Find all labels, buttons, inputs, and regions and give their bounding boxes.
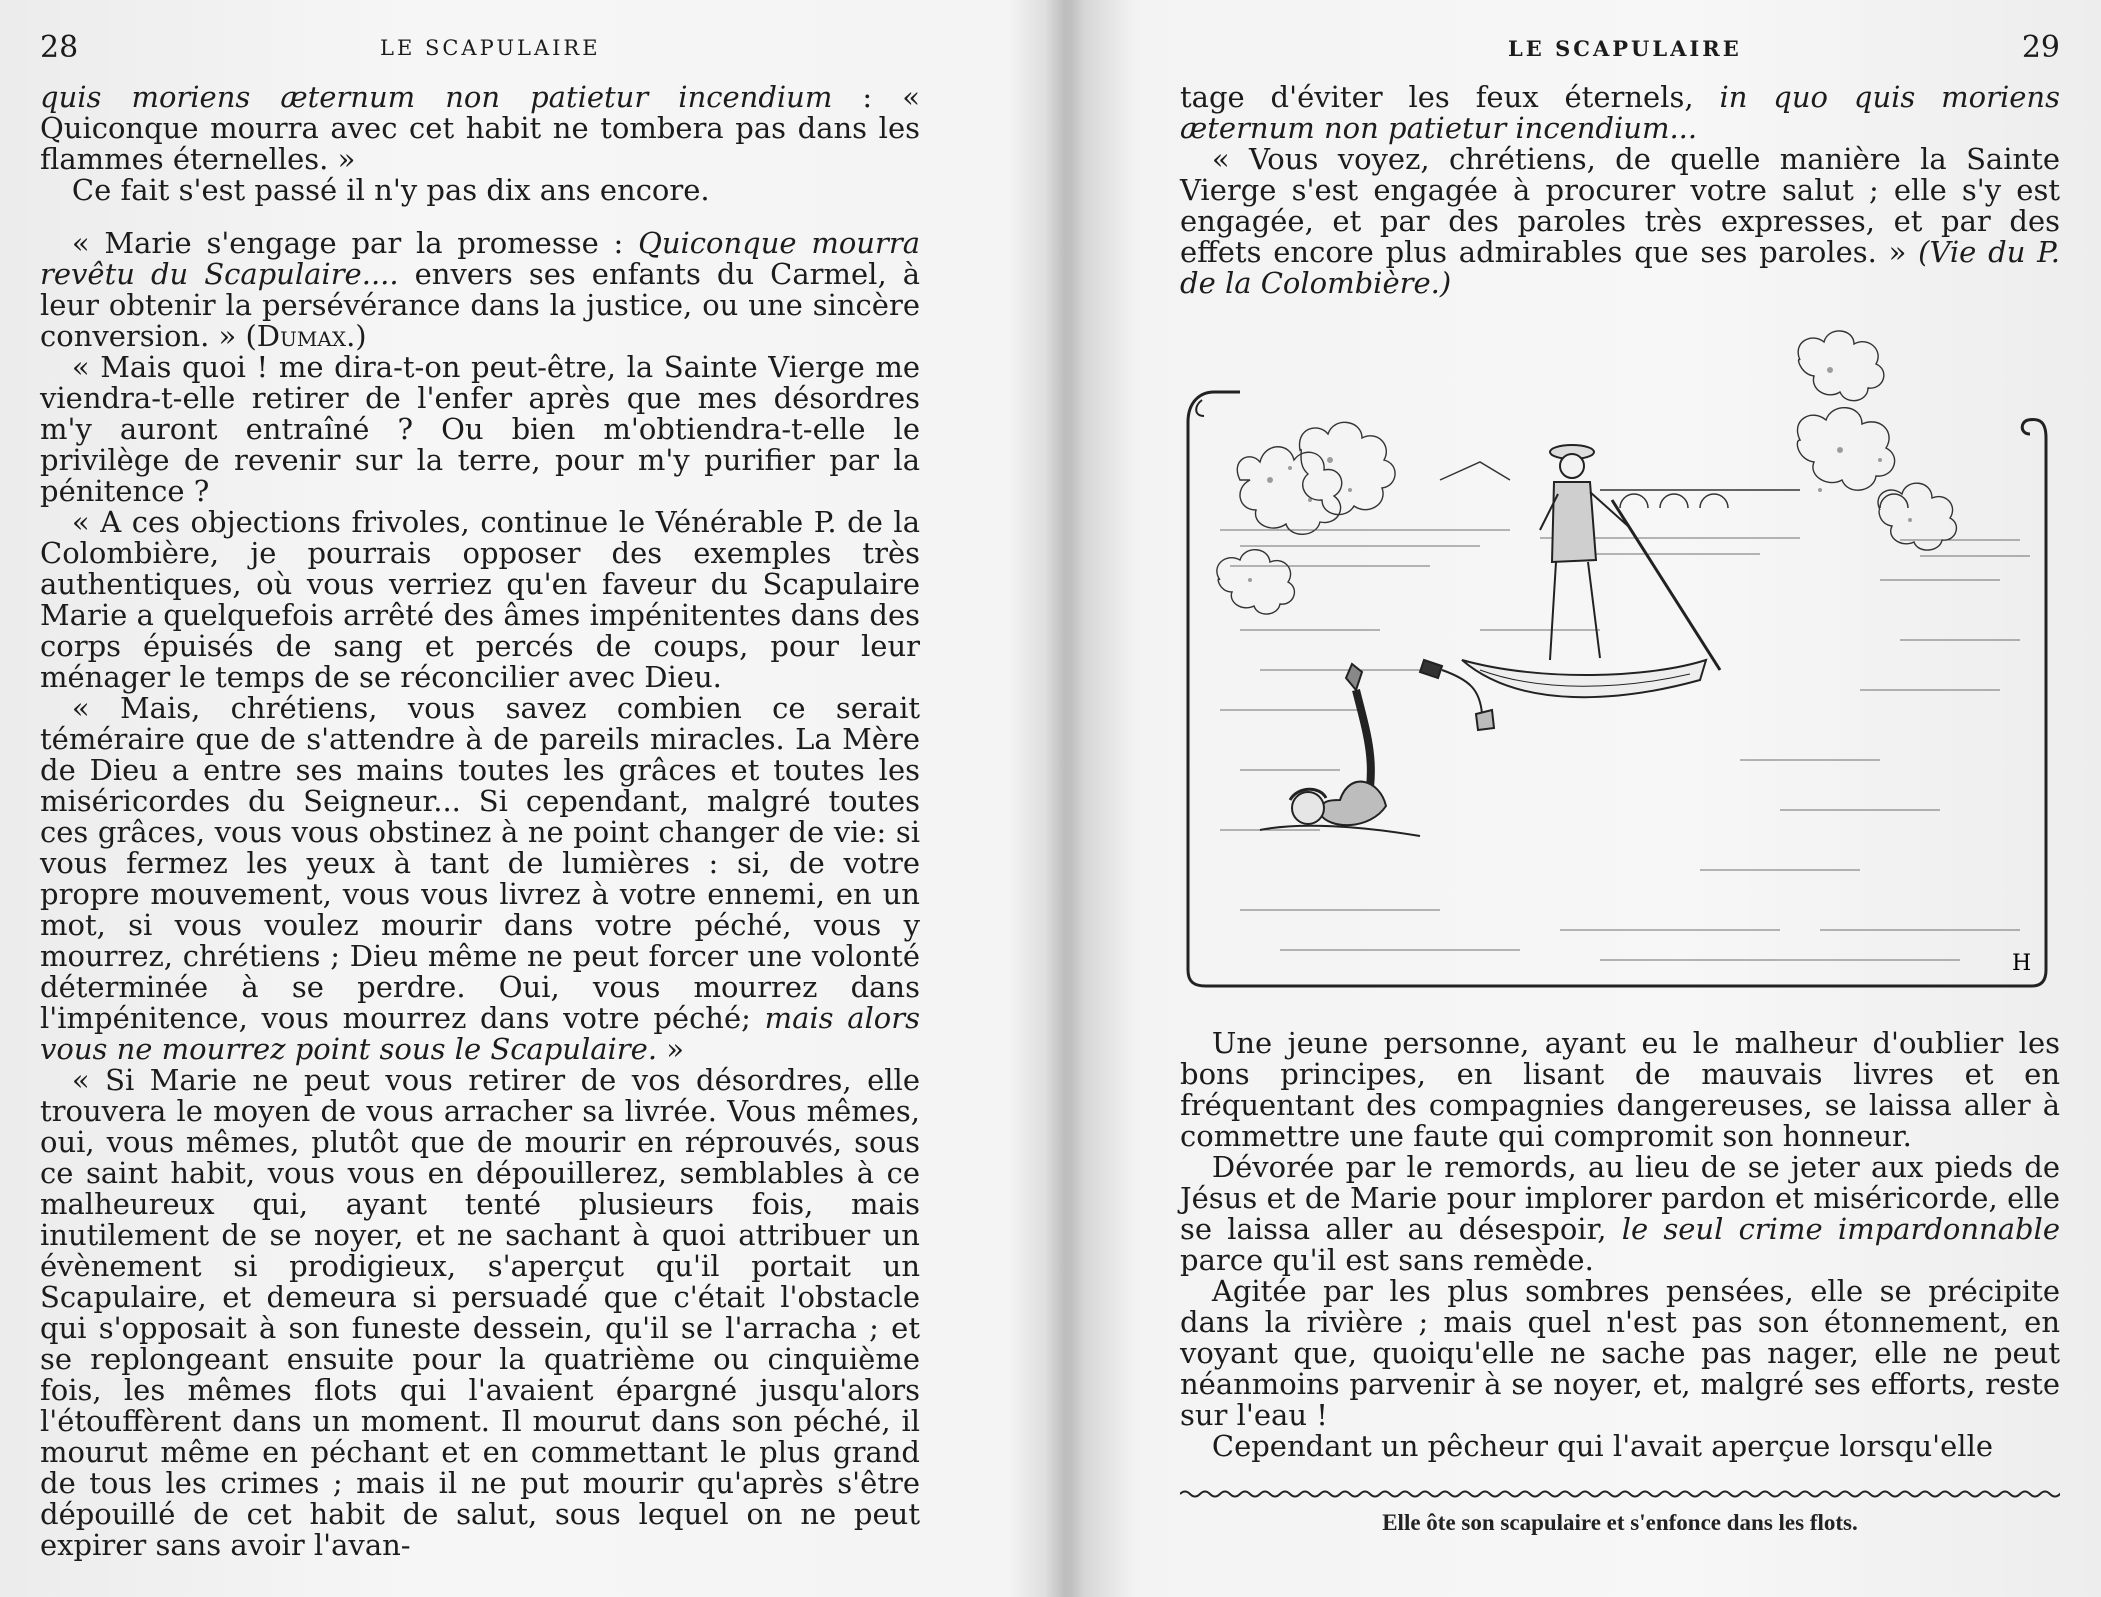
italic-quote: Quiconque mourra revêtu du Scapulaire.... [40, 226, 920, 291]
paragraph-text: .) [346, 319, 367, 353]
right-page-body-top [1180, 82, 2060, 299]
italic-quote: mais alors vous ne mourrez point sous le Scapulaire. [40, 1001, 921, 1066]
paragraph [40, 82, 920, 175]
paragraph [1180, 82, 2060, 144]
paragraph [1180, 144, 2060, 299]
latin-quote: in quo quis moriens æternum non patietur incendium... [1180, 80, 2060, 145]
paragraph-text: « Marie s'engage par la promesse : [71, 226, 639, 260]
paragraph-text: » [657, 1032, 685, 1066]
illustration-caption: Elle ôte son scapulaire et s'enfonce dans les flots. [1382, 1510, 1858, 1535]
paragraph-text: Dévorée par le remords, au lieu de se jeter aux pieds de Jésus et de Marie pour implorer pardon et miséricorde, elle se laissa aller au désespoir, [1180, 1150, 2060, 1246]
left-page-body [40, 82, 920, 1561]
running-title-right: LE SCAPULAIRE [1508, 36, 1742, 61]
paragraph: « Mais quoi ! me dira-t-on peut-être, la Sainte Vierge me viendra-t-elle retirer de l'enfer après que mes désordres m'y auront entraîné ? Ou bien m'obtiendra-t-elle le privilège de revenir sur la terre, pour m'y purifier par la pénitence ? [40, 350, 920, 508]
paragraph [40, 228, 920, 352]
paragraph-text: : « Quiconque mourra avec cet habit ne tombera pas dans les flammes éternelles. » [40, 80, 920, 176]
citation: (Vie du P. de la Colombière.) [1180, 235, 2061, 300]
paragraph-text: « Vous voyez, chrétiens, de quelle manière la Sainte Vierge s'est engagée à procurer votre salut ; elle s'y est engagée, et par des paroles très expresses, et par des effets encore plus admirables que ses paroles. » [1180, 142, 2060, 269]
paragraph: Ce fait s'est passé il n'y pas dix ans encore. [71, 173, 710, 207]
paragraph-text: parce qu'il est sans remède. [1180, 1243, 1594, 1277]
paragraph-text: « Mais, chrétiens, vous savez combien ce serait téméraire que de s'attendre à de pareils miracles. La Mère de Dieu a entre ses mains toutes les grâces et toutes les miséricordes du Seigneur... Si cependant, malgré toutes ces grâces, vous vous obstinez à ne point changer de vie: si vous fermez les yeux à tant de lumières : si, de votre propre mouvement, vous vous livrez à votre ennemi, en un mot, si vous voulez mourir dans votre péché, vous y mourrez, chrétiens ; Dieu même ne peut forcer une volonté déterminée à se perdre. Oui, vous mourrez dans l'impénitence, vous mourrez dans votre péché; [40, 691, 920, 1035]
wavy-divider [1180, 1488, 2060, 1500]
page-number-right: 29 [2021, 30, 2060, 65]
engraving-drowning-woman-and-boatman-icon [1180, 330, 2060, 992]
paragraph [1180, 1152, 2060, 1276]
left-running-head [40, 30, 920, 70]
left-page [40, 0, 920, 1597]
running-title-left: LE SCAPULAIRE [380, 36, 601, 60]
paragraph: Agitée par les plus sombres pensées, elle se précipite dans la rivière ; mais quel n'est pas son étonnement, en voyant que, quoiqu'elle ne sache pas nager, elle ne peut néanmoins parvenir à se noyer, et, malgré ses efforts, reste sur l'eau ! [1180, 1274, 2060, 1432]
right-running-head [1180, 30, 2060, 70]
right-page-body-bottom [1180, 1028, 2060, 1462]
author-name: Dumax [256, 319, 347, 353]
italic-phrase: le seul crime impardonnable [1621, 1212, 2060, 1246]
engraver-signature: H [2012, 951, 2032, 976]
paragraph: « Si Marie ne peut vous retirer de vos désordres, elle trouvera le moyen de vous arracher sa livrée. Vous mêmes, oui, vous mêmes, plutôt que de mourir en réprouvés, sous ce saint habit, vous vous en dépouillerez, semblables à ce malheureux qui, ayant tenté plusieurs fois, mais inutilement de se noyer, et ne sachant à quoi attribuer un évènement si prodigieux, s'aperçut qu'il portait un Scapulaire, et demeura si persuadé que c'était l'obstacle qui s'opposait à son funeste dessein, qu'il se l'arracha ; et se replongeant ensuite pour la quatrième ou cinquième fois, les mêmes flots qui l'avaient épargné jusqu'alors l'étouffèrent dans un moment. Il mourut dans son péché, il mourut même en péchant et en commettant le plus grand de tous les crimes ; mais il ne put mourir qu'après s'être dépouillé de cet habit de salut, sous lequel on ne peut expirer sans avoir l'avan- [40, 1063, 920, 1562]
paragraph: Cependant un pêcheur qui l'avait aperçue lorsqu'elle [1211, 1429, 1994, 1463]
engraving-illustration [1180, 330, 2060, 992]
book-gutter [1045, 0, 1085, 1597]
paragraph-text: envers ses enfants du Carmel, à leur obtenir la persévérance dans la justice, ou une sincère conversion. » ( [40, 257, 920, 353]
paragraph [40, 693, 920, 1065]
page-number-left: 28 [40, 30, 79, 65]
paragraph: « A ces objections frivoles, continue le Vénérable P. de la Colombière, je pourrais opposer des exemples très authentiques, où vous verriez qu'en faveur du Scapulaire Marie a quelquefois arrêté des âmes impénitentes dans des corps épuisés de sang et percés de coups, pour leur ménager le temps de se réconcilier avec Dieu. [40, 505, 920, 694]
paragraph-text: tage d'éviter les feux éternels, [1180, 80, 1720, 114]
latin-quote: quis moriens æternum non patietur incendium [40, 80, 833, 114]
paragraph: Une jeune personne, ayant eu le malheur d'oublier les bons principes, en lisant de mauvais livres et en fréquentant des compagnies dangereuses, se laissa aller à commettre une faute qui compromit son honneur. [1180, 1026, 2060, 1153]
right-page [1180, 0, 2060, 1597]
